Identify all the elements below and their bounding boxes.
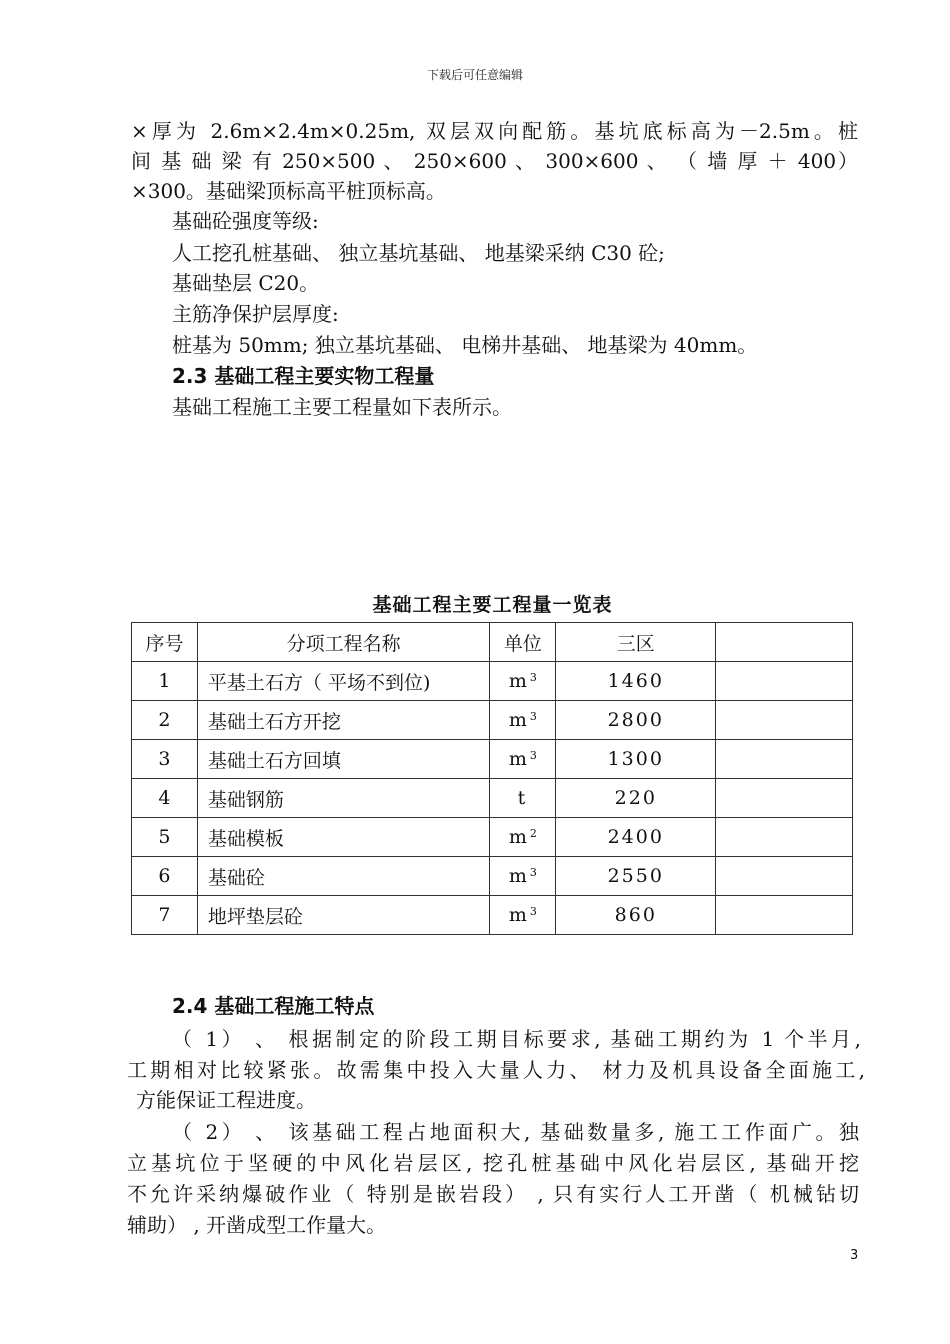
empty-cell	[716, 857, 853, 896]
item-name: 基础土石方回填	[197, 740, 490, 779]
row-number: 6	[132, 857, 198, 896]
section-heading-2-4: 2.4 基础工程施工特点	[172, 994, 375, 1018]
item-unit: t	[490, 779, 556, 818]
item-quantity: 860	[556, 896, 716, 935]
table-row	[132, 662, 853, 701]
item-quantity: 1460	[556, 662, 716, 701]
table-row	[132, 779, 853, 818]
item-unit: m $^3$	[490, 662, 556, 701]
empty-cell	[716, 896, 853, 935]
item-unit: m $^3$	[490, 857, 556, 896]
table-row	[132, 857, 853, 896]
item-unit: m $^3$	[490, 740, 556, 779]
paragraph-line: 桩基为 50mm; 独立基坑基础、 电梯井基础、 地基梁为 40mm。	[172, 333, 758, 357]
paragraph-line: 人工挖孔桩基础、 独立基坑基础、 地基梁采纳 C30 砼;	[172, 241, 665, 265]
item-quantity: 1300	[556, 740, 716, 779]
table-title: 基础工程主要工程量一览表	[372, 594, 613, 616]
item-quantity: 220	[556, 779, 716, 818]
empty-cell	[716, 662, 853, 701]
item-quantity: 2400	[556, 818, 716, 857]
item-name: 基础钢筋	[197, 779, 490, 818]
paragraph-line: 基础工程施工主要工程量如下表所示。	[172, 395, 512, 419]
paragraph-line: 间 基 础 梁 有 250×500 、 250×600 、 300×600 、 （ 墙 厚 ＋ 400）	[131, 149, 858, 173]
page-number: 3	[850, 1248, 859, 1263]
table-row	[132, 701, 853, 740]
paragraph-line: 不允许采纳爆破作业（ 特别是嵌岩段） , 只有实行人工开凿（ 机械钻切	[127, 1182, 859, 1206]
table-row	[132, 818, 853, 857]
item-name: 地坪垫层砼	[197, 896, 490, 935]
item-name: 基础土石方开挖	[197, 701, 490, 740]
concrete-grade-title: 基础砼强度等级:	[172, 209, 319, 233]
row-number: 4	[132, 779, 198, 818]
paragraph-line: 方能保证工程进度。	[136, 1088, 316, 1112]
paragraph-line: 工期相对比较紧张。故需集中投入大量人力、 材力及机具设备全面施工,	[127, 1058, 865, 1082]
row-number: 1	[132, 662, 198, 701]
item-quantity: 2550	[556, 857, 716, 896]
empty-cell	[716, 740, 853, 779]
paragraph-line: 基础垫层 C20。	[172, 271, 320, 295]
item-unit: m $^3$	[490, 896, 556, 935]
table-header-cell: 三区	[556, 623, 716, 662]
empty-cell	[716, 779, 853, 818]
item-unit: m $^3$	[490, 701, 556, 740]
paragraph-line: （ 1） 、 根据制定的阶段工期目标要求, 基础工期约为 1 个半月,	[172, 1027, 861, 1051]
empty-cell	[716, 818, 853, 857]
item-quantity: 2800	[556, 701, 716, 740]
paragraph-line: ×厚为 2.6m×2.4m×0.25m, 双层双向配筋。基坑底标高为－2.5m。桩	[131, 119, 858, 143]
table-row	[132, 740, 853, 779]
table-header-cell: 分项工程名称	[197, 623, 490, 662]
paragraph-line: ×300。基础梁顶标高平桩顶标高。	[131, 179, 446, 203]
item-unit: m $^2$	[490, 818, 556, 857]
cover-thickness-title: 主筋净保护层厚度:	[172, 302, 339, 326]
row-number: 3	[132, 740, 198, 779]
empty-cell	[716, 701, 853, 740]
row-number: 2	[132, 701, 198, 740]
table-header-cell	[716, 623, 853, 662]
table-header-cell: 单位	[490, 623, 556, 662]
table-header-row	[132, 623, 853, 662]
paragraph-line: （ 2） 、 该基础工程占地面积大, 基础数量多, 施工工作面广。独	[172, 1120, 859, 1144]
quantity-table	[131, 622, 853, 935]
item-name: 基础砼	[197, 857, 490, 896]
row-number: 7	[132, 896, 198, 935]
paragraph-line: 辅助） , 开凿成型工作量大。	[127, 1213, 387, 1237]
table-row	[132, 896, 853, 935]
section-heading-2-3: 2.3 基础工程主要实物工程量	[172, 364, 435, 388]
page-header: 下载后可任意编辑	[426, 68, 523, 82]
row-number: 5	[132, 818, 198, 857]
paragraph-line: 立基坑位于坚硬的中风化岩层区, 挖孔桩基础中风化岩层区, 基础开挖	[127, 1151, 859, 1175]
table-header-cell: 序号	[132, 623, 198, 662]
item-name: 平基土石方（ 平场不到位)	[197, 662, 490, 701]
item-name: 基础模板	[197, 818, 490, 857]
